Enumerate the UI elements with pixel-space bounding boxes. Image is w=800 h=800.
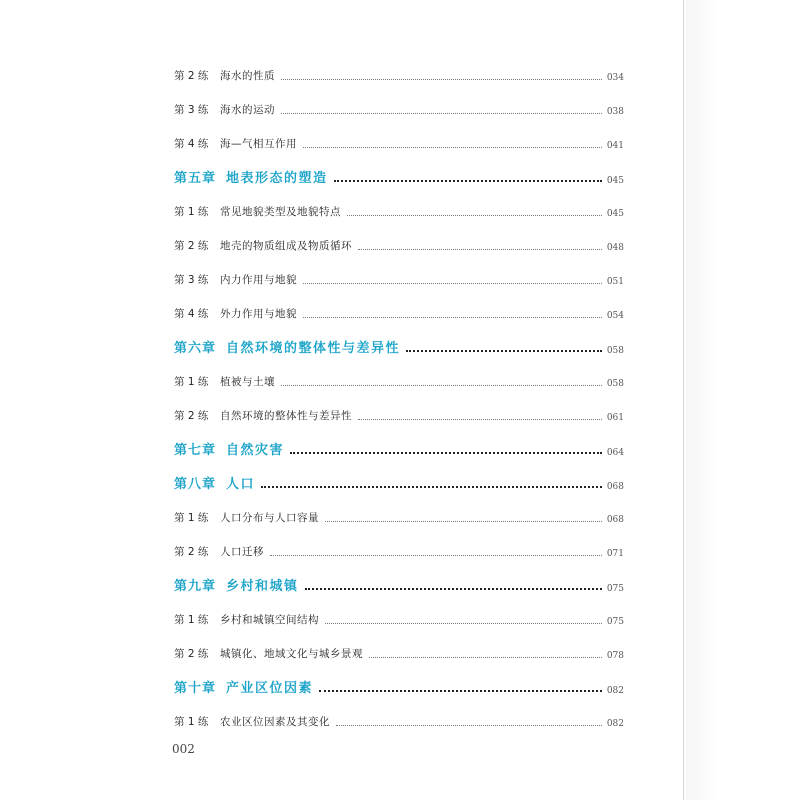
toc-page-number: 058 [606,346,624,356]
toc-section-row [174,296,624,330]
toc-page-number: 034 [606,73,624,83]
toc-entry-title: 地表形态的塑造 [226,171,328,186]
toc-entry-title: 人口迁移 [220,546,264,558]
dot-leader [305,588,602,590]
toc-section-row [174,704,624,738]
toc-entry-number: 第七章 [174,443,217,458]
toc-page-number: 075 [606,617,624,627]
toc-chapter-row [174,568,624,602]
dot-leader [270,555,602,556]
toc-section-row [174,92,624,126]
toc-section-row [174,58,624,92]
dot-leader [281,385,602,386]
toc-page-number: 045 [606,209,624,219]
dot-leader [406,350,602,352]
dot-leader [369,657,602,658]
toc-chapter-row [174,432,624,466]
dot-leader [325,521,602,522]
toc-page-number: 082 [606,686,624,696]
toc-page-number: 041 [606,141,624,151]
toc-entry-title: 乡村和城镇 [226,579,299,594]
dot-leader [281,79,602,80]
dot-leader [319,690,602,692]
toc-entry-title: 人口 [226,477,256,492]
toc-entry-title: 人口分布与人口容量 [220,512,319,524]
toc-page-number: 058 [606,379,624,389]
dot-leader [303,283,602,284]
toc-page-number: 071 [606,549,624,559]
toc-section-row [174,534,624,568]
toc-page-number: 082 [606,719,624,729]
toc-entry-number: 第 1 练 [174,512,209,524]
toc-chapter-row [174,160,624,194]
toc-entry-title: 常见地貌类型及地貌特点 [220,206,341,218]
dot-leader [347,215,602,216]
toc-page-number: 048 [606,243,624,253]
toc-entry-number: 第 1 练 [174,716,209,728]
toc-entry-number: 第六章 [174,341,217,356]
toc-entry-number: 第八章 [174,477,217,492]
toc-section-row [174,194,624,228]
toc-entry-number: 第五章 [174,171,217,186]
toc-entry-title: 外力作用与地貌 [220,308,297,320]
toc-entry-number: 第 4 练 [174,308,209,320]
toc-entry-number: 第 3 练 [174,274,209,286]
toc-entry-title: 产业区位因素 [226,681,314,696]
toc-entry-title: 乡村和城镇空间结构 [220,614,319,626]
toc-entry-title: 自然灾害 [226,443,285,458]
toc-page-number: 068 [606,515,624,525]
toc-page-number: 064 [606,448,624,458]
toc-entry-title: 城镇化、地域文化与城乡景观 [220,648,363,660]
dot-leader [303,147,602,148]
dot-leader [336,725,602,726]
dot-leader [334,180,602,182]
page-folio: 002 [172,742,195,756]
toc-entry-number: 第 3 练 [174,104,209,116]
toc-page-number: 054 [606,311,624,321]
toc-entry-number: 第九章 [174,579,217,594]
toc-entry-title: 海水的性质 [220,70,275,82]
toc-entry-number: 第 1 练 [174,206,209,218]
toc-chapter-row [174,330,624,364]
toc-page-number: 045 [606,176,624,186]
toc-entry-title: 地壳的物质组成及物质循环 [220,240,352,252]
toc-page-number: 061 [606,413,624,423]
toc-entry-number: 第 2 练 [174,240,209,252]
toc-section-row [174,126,624,160]
table-of-contents [174,58,624,738]
toc-section-row [174,500,624,534]
toc-section-row [174,364,624,398]
toc-entry-title: 农业区位因素及其变化 [220,716,330,728]
dot-leader [358,419,602,420]
dot-leader [261,486,602,488]
toc-page-number: 051 [606,277,624,287]
toc-entry-title: 海水的运动 [220,104,275,116]
toc-entry-number: 第十章 [174,681,217,696]
toc-entry-number: 第 2 练 [174,410,209,422]
toc-page-number: 075 [606,584,624,594]
toc-chapter-row [174,670,624,704]
toc-page-number: 068 [606,482,624,492]
dot-leader [325,623,602,624]
toc-entry-title: 海—气相互作用 [220,138,297,150]
dot-leader [290,452,602,454]
toc-entry-number: 第 4 练 [174,138,209,150]
toc-section-row [174,636,624,670]
toc-entry-number: 第 1 练 [174,614,209,626]
toc-page-number: 038 [606,107,624,117]
toc-section-row [174,398,624,432]
toc-entry-number: 第 2 练 [174,648,209,660]
page-margin [686,0,800,800]
toc-entry-number: 第 2 练 [174,546,209,558]
toc-entry-title: 内力作用与地貌 [220,274,297,286]
toc-section-row [174,262,624,296]
toc-section-row [174,228,624,262]
toc-chapter-row [174,466,624,500]
toc-entry-number: 第 2 练 [174,70,209,82]
dot-leader [358,249,602,250]
toc-entry-title: 自然环境的整体性与差异性 [220,410,352,422]
toc-entry-title: 植被与土壤 [220,376,275,388]
toc-entry-number: 第 1 练 [174,376,209,388]
dot-leader [281,113,602,114]
toc-page-number: 078 [606,651,624,661]
page-edge [683,0,684,800]
toc-section-row [174,602,624,636]
dot-leader [303,317,602,318]
toc-entry-title: 自然环境的整体性与差异性 [226,341,401,356]
